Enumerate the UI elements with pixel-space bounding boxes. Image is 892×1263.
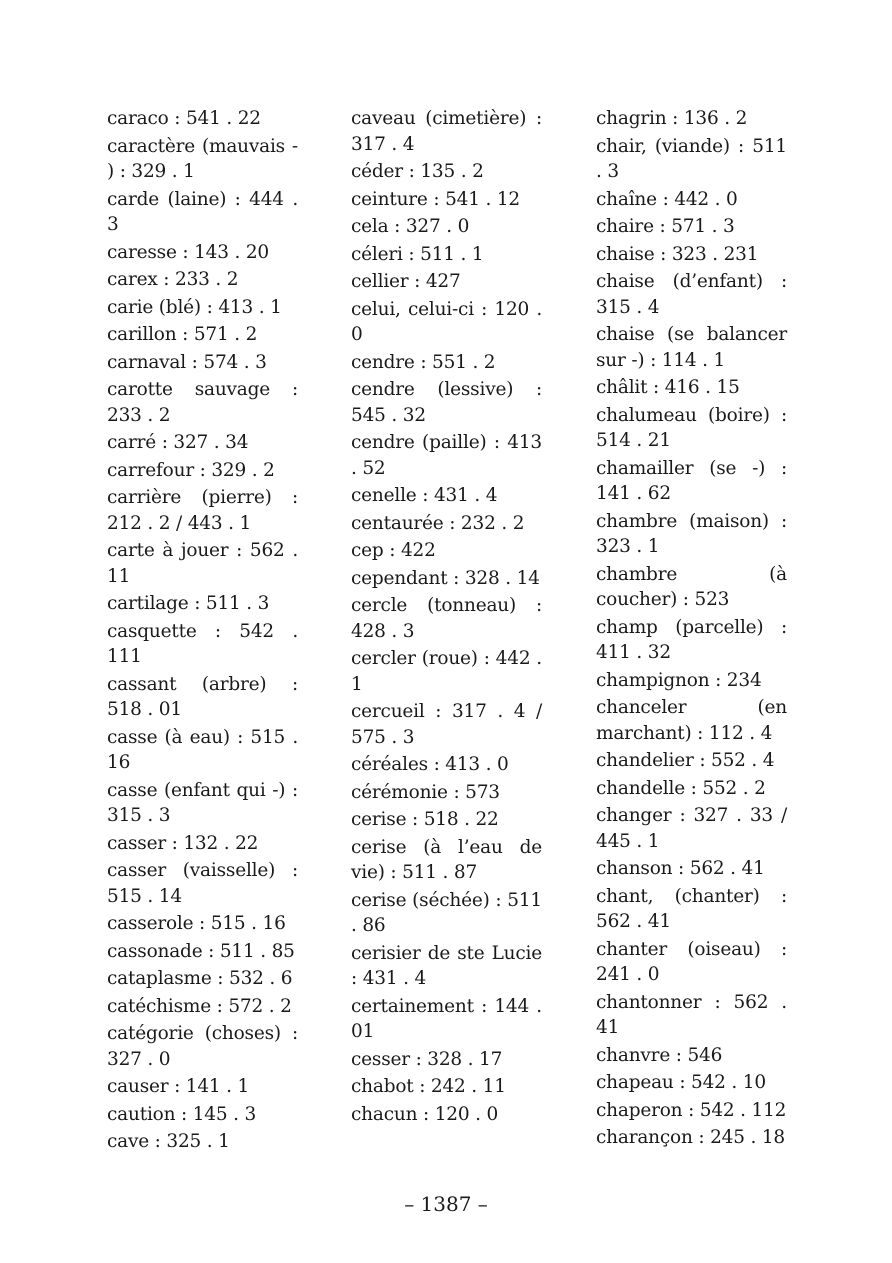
index-columns <box>0 106 892 1166</box>
index-column-3 <box>596 106 787 1153</box>
index-entry: ceinture : 541 . 12 <box>351 188 520 210</box>
index-entry: chandelle : 552 . 2 <box>596 777 766 799</box>
index-entry: cerise (à l’eau de vie) : 511 . 87 <box>351 836 542 883</box>
index-entry: chandelier : 552 . 4 <box>596 750 775 771</box>
page-number: – 1387 – <box>404 1192 488 1216</box>
index-entry: chacun : 120 . 0 <box>351 1103 499 1125</box>
index-entry: cep : 422 <box>351 540 436 561</box>
index-entry: cellier : 427 <box>351 271 461 292</box>
index-entry: chaperon : 542 . 112 <box>596 1099 787 1121</box>
index-entry: chanter (oiseau) : 241 . 0 <box>596 938 787 985</box>
index-entry: casser : 132 . 22 <box>107 832 259 854</box>
index-entry: casquette : 542 . 111 <box>107 620 298 667</box>
index-entry: charançon : 245 . 18 <box>596 1127 785 1148</box>
index-entry: cerise : 518 . 22 <box>351 809 499 830</box>
index-entry: casse (enfant qui -) : 315 . 3 <box>107 779 298 826</box>
index-entry: casse (à eau) : 515 . 16 <box>107 726 298 773</box>
index-entry: caraco : 541 . 22 <box>107 108 261 129</box>
index-entry: causer : 141 . 1 <box>107 1076 250 1097</box>
index-entry: chanceler (en marchant) : 112 . 4 <box>596 697 787 744</box>
index-entry: casserole : 515 . 16 <box>107 913 286 934</box>
index-entry: cendre : 551 . 2 <box>351 351 496 373</box>
index-entry: centaurée : 232 . 2 <box>351 512 525 534</box>
index-entry: chaise (d’enfant) : 315 . 4 <box>596 271 787 318</box>
index-entry: certainement : 144 . 01 <box>351 995 542 1042</box>
index-entry: caution : 145 . 3 <box>107 1103 257 1125</box>
index-entry: carnaval : 574 . 3 <box>107 351 267 373</box>
index-entry: carré : 327 . 34 <box>107 432 249 453</box>
index-entry: chamailler (se -) : 141 . 62 <box>596 457 787 504</box>
index-entry: carex : 233 . 2 <box>107 269 239 290</box>
index-column-1 <box>107 106 298 1157</box>
index-entry: chaire : 571 . 3 <box>596 216 735 237</box>
index-entry: chaise : 323 . 231 <box>596 243 759 265</box>
index-entry: carie (blé) : 413 . 1 <box>107 296 282 318</box>
index-entry: catégorie (choses) : 327 . 0 <box>107 1023 298 1070</box>
index-entry: cercler (roue) : 442 . 1 <box>351 648 542 695</box>
index-entry: carte à jouer : 562 . 11 <box>107 540 298 587</box>
index-entry: chalumeau (boire) : 514 . 21 <box>596 404 787 451</box>
index-entry: chanson : 562 . 41 <box>596 858 765 879</box>
index-entry: chaîne : 442 . 0 <box>596 188 738 210</box>
index-entry: chapeau : 542 . 10 <box>596 1072 766 1093</box>
index-entry: chambre (maison) : 323 . 1 <box>596 510 787 557</box>
index-entry: céleri : 511 . 1 <box>351 243 484 265</box>
index-entry: cave : 325 . 1 <box>107 1131 230 1152</box>
index-entry: cassant (arbre) : 518 . 01 <box>107 673 298 720</box>
index-entry: caresse : 143 . 20 <box>107 241 270 263</box>
index-entry: cassonade : 511 . 85 <box>107 940 295 962</box>
index-entry: chanvre : 546 <box>596 1044 723 1066</box>
index-entry: cendre (paille) : 413 . 52 <box>351 432 542 479</box>
index-entry: chambre (à coucher) : 523 <box>596 563 787 610</box>
index-entry: cesser : 328 . 17 <box>351 1048 503 1070</box>
index-entry: cerisier de ste Lucie : 431 . 4 <box>351 942 542 989</box>
index-entry: carillon : 571 . 2 <box>107 324 258 345</box>
index-entry: céréales : 413 . 0 <box>351 754 509 775</box>
index-entry: cérémonie : 573 <box>351 781 500 803</box>
index-entry: cependant : 328 . 14 <box>351 567 540 589</box>
index-entry: chaise (se balancer sur -) : 114 . 1 <box>596 324 787 371</box>
index-entry: cataplasme : 532 . 6 <box>107 968 293 989</box>
index-entry: celui, celui-ci : 120 . 0 <box>351 298 542 345</box>
index-entry: cartilage : 511 . 3 <box>107 593 270 614</box>
index-entry: châlit : 416 . 15 <box>596 377 740 398</box>
index-entry: carrière (pierre) : 212 . 2 / 443 . 1 <box>107 487 298 534</box>
index-entry: cendre (lessive) : 545 . 32 <box>351 379 542 426</box>
index-entry: cercueil : 317 . 4 / 575 . 3 <box>351 701 542 748</box>
index-entry: chantonner : 562 . 41 <box>596 991 787 1038</box>
index-entry: changer : 327 . 33 / 445 . 1 <box>596 805 787 852</box>
index-entry: carde (laine) : 444 . 3 <box>107 188 298 235</box>
index-column-2 <box>351 106 542 1129</box>
index-entry: chagrin : 136 . 2 <box>596 108 748 129</box>
index-entry: champ (parcelle) : 411 . 32 <box>596 616 787 663</box>
index-entry: champignon : 234 <box>596 669 762 691</box>
index-entry: cela : 327 . 0 <box>351 216 470 237</box>
index-entry: chant, (chanter) : 562 . 41 <box>596 885 787 932</box>
index-entry: cercle (tonneau) : 428 . 3 <box>351 595 542 642</box>
index-entry: cerise (séchée) : 511 . 86 <box>351 889 542 936</box>
index-entry: céder : 135 . 2 <box>351 161 484 182</box>
index-entry: carotte sauvage : 233 . 2 <box>107 379 298 426</box>
index-entry: carrefour : 329 . 2 <box>107 459 275 481</box>
index-entry: chair, (viande) : 511 . 3 <box>596 135 787 182</box>
index-entry: cenelle : 431 . 4 <box>351 485 498 506</box>
index-entry: chabot : 242 . 11 <box>351 1076 506 1097</box>
index-entry: caractère (mauvais - ) : 329 . 1 <box>107 135 298 182</box>
index-entry: caveau (cimetière) : 317 . 4 <box>351 108 542 155</box>
index-entry: catéchisme : 572 . 2 <box>107 995 292 1017</box>
index-entry: casser (vaisselle) : 515 . 14 <box>107 860 298 907</box>
